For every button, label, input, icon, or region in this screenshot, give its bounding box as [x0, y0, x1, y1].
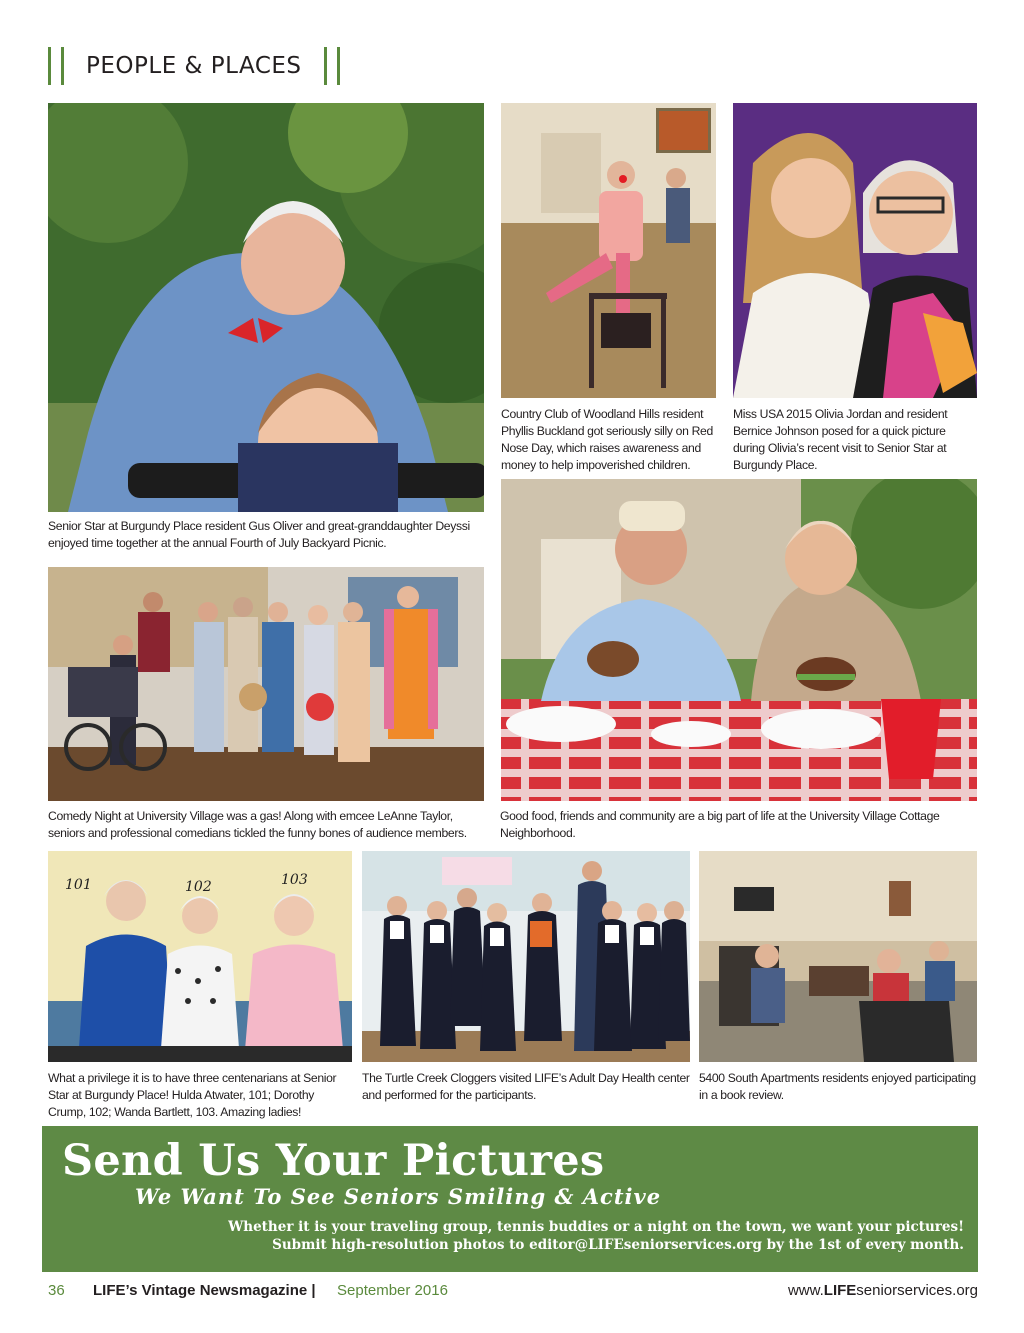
submit-photos-banner	[42, 1126, 978, 1272]
photo-miss-usa	[733, 103, 977, 398]
website-suffix: seniorservices.org	[856, 1282, 978, 1299]
caption-centenarians: What a privilege it is to have three centenarians at Senior Star at Burgundy Place! Hulda Atwater, 101; Dorothy Crump, 102; Wanda Bartlett, 103. Amazing ladies!	[48, 1071, 337, 1119]
photo-good-food	[501, 479, 977, 801]
photo-gus-oliver	[48, 103, 484, 512]
magazine-name: LIFE’s Vintage Newsmagazine |	[93, 1282, 316, 1299]
caption-red-nose-day: Country Club of Woodland Hills resident Phyllis Buckland got seriously silly on Red Nose Day, which raises awareness and money to help impoverished children.	[501, 407, 713, 472]
caption-gus-oliver: Senior Star at Burgundy Place resident Gus Oliver and great-granddaughter Deyssi enjoyed time together at the annual Fourth of July Backyard Picnic.	[48, 519, 470, 550]
caption-cloggers: The Turtle Creek Cloggers visited LIFE’s Adult Day Health center and performed for the participants.	[362, 1071, 690, 1102]
banner-title: Send Us Your Pictures	[62, 1136, 605, 1186]
page-number: 36	[48, 1282, 65, 1299]
section-title: PEOPLE & PLACES	[86, 53, 302, 79]
photo-cloggers	[362, 851, 690, 1062]
website-brand: LIFE	[823, 1282, 857, 1299]
caption-book-review: 5400 South Apartments residents enjoyed participating in a book review.	[699, 1071, 976, 1102]
age-label-102: 102	[185, 879, 212, 895]
website-link[interactable]	[788, 1282, 978, 1299]
header-right-bars	[324, 47, 340, 85]
issue-date: September 2016	[337, 1282, 448, 1299]
banner-line-1: Whether it is your traveling group, tennis buddies or a night on the town, we want your pictures!	[228, 1219, 964, 1235]
photo-book-review	[699, 851, 977, 1062]
photo-comedy-night	[48, 567, 484, 801]
section-header	[48, 46, 340, 86]
caption-miss-usa: Miss USA 2015 Olivia Jordan and resident Bernice Johnson posed for a quick picture during Olivia’s recent visit to Senior Star at Burgundy Place.	[733, 407, 948, 472]
age-label-103: 103	[281, 872, 308, 888]
header-left-bars	[48, 47, 64, 85]
banner-subtitle: We Want To See Seniors Smiling & Active	[135, 1184, 662, 1209]
age-label-101: 101	[65, 877, 92, 893]
caption-good-food: Good food, friends and community are a big part of life at the University Village Cottage Neighborhood.	[500, 809, 940, 840]
website-prefix: www.	[787, 1282, 824, 1299]
page-footer	[48, 1282, 978, 1304]
banner-line-2: Submit high-resolution photos to editor@LIFEseniorservices.org by the 1st of every month.	[272, 1237, 964, 1253]
photo-red-nose-day	[501, 103, 716, 398]
caption-comedy-night: Comedy Night at University Village was a gas! Along with emcee LeAnne Taylor, seniors and professional comedians tickled the funny bones of audience members.	[48, 809, 467, 840]
